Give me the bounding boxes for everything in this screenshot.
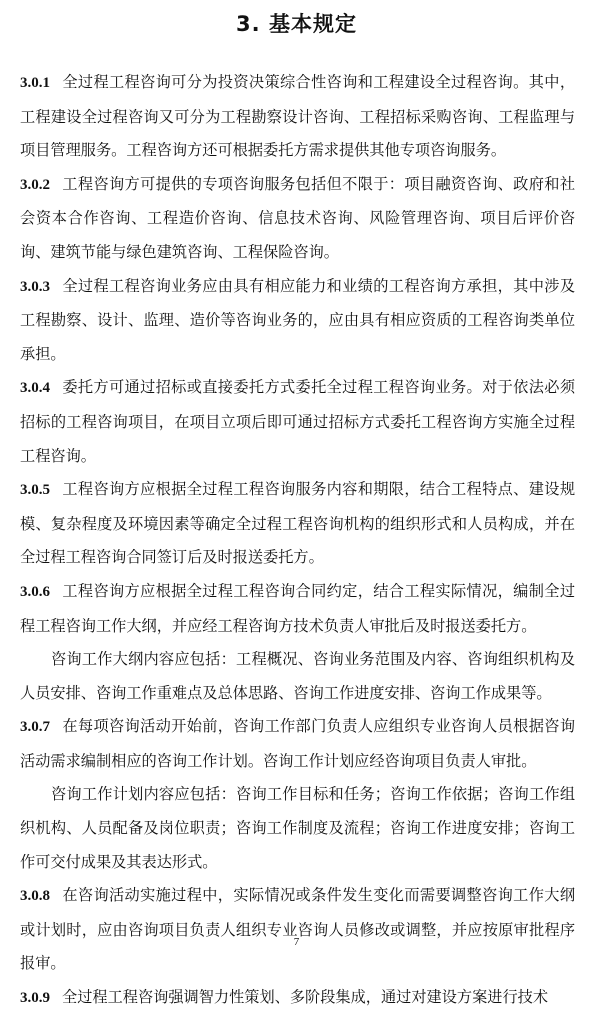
clause-number: 3.0.2 [20,176,50,193]
clause-3-0-4 [20,371,575,473]
clause-3-0-3 [20,270,575,372]
clause-text: 在咨询活动实施过程中，实际情况或条件发生变化而需要调整咨询工作大纲或计划时，应由咨询项目负责人组织专业咨询人员修改或调整，并应按原审批程序报审。 [20,886,575,973]
clause-text: 全过程工程咨询强调智力性策划、多阶段集成，通过对建设方案进行技术 [62,988,548,1007]
clause-3-0-7 [20,710,575,778]
clause-3-0-5 [20,473,575,575]
clause-text: 全过程工程咨询业务应由具有相应能力和业绩的工程咨询方承担，其中涉及工程勘察、设计、监理、造价等咨询业务的，应由具有相应资质的工程咨询类单位承担。 [20,276,575,363]
clause-text: 全过程工程咨询可分为投资决策综合性咨询和工程建设全过程咨询。其中，工程建设全过程咨询又可分为工程勘察设计咨询、工程招标采购咨询、工程监理与项目管理服务。工程咨询方还可根据委托方需求提供其他专项咨询服务。 [20,73,575,160]
clause-number: 3.0.4 [20,380,50,397]
clause-number: 3.0.7 [20,719,50,736]
clause-3-0-7-detail: 咨询工作计划内容应包括：咨询工作目标和任务；咨询工作依据；咨询工作组织机构、人员配备及岗位职责；咨询工作制度及流程；咨询工作进度安排；咨询工作可交付成果及其表达形式。 [20,785,575,871]
clause-3-0-2 [20,168,575,270]
clause-3-0-9 [20,981,575,1016]
clause-number: 3.0.9 [20,990,50,1007]
clause-3-0-1 [20,66,575,168]
clause-text: 工程咨询方应根据全过程工程咨询服务内容和期限，结合工程特点、建设规模、复杂程度及环境因素等确定全过程工程咨询机构的组织形式和人员构成，并在全过程工程咨询合同签订后及时报送委托方。 [20,480,575,567]
clause-3-0-6 [20,575,575,643]
clause-number: 3.0.6 [20,583,50,600]
clause-text: 工程咨询方可提供的专项咨询服务包括但不限于：项目融资咨询、政府和社会资本合作咨询、工程造价咨询、信息技术咨询、风险管理咨询、项目后评价咨询、建筑节能与绿色建筑咨询、工程保险咨询。 [20,174,575,261]
page-number: 7 [293,936,300,948]
clause-text: 在每项咨询活动开始前，咨询工作部门负责人应组织专业咨询人员根据咨询活动需求编制相应的咨询工作计划。咨询工作计划应经咨询项目负责人审批。 [20,717,575,770]
clause-number: 3.0.1 [20,75,50,91]
clause-text: 工程咨询方应根据全过程工程咨询合同约定，结合工程实际情况，编制全过程工程咨询工作大纲，并应经工程咨询方技术负责人审批后及时报送委托方。 [20,581,575,635]
section-title: 3. 基本规定 [236,12,357,36]
clause-3-0-8 [20,879,575,981]
clause-3-0-6-detail: 咨询工作大纲内容应包括：工程概况、咨询业务范围及内容、咨询组织机构及人员安排、咨询工作重难点及总体思路、咨询工作进度安排、咨询工作成果等。 [20,650,575,702]
clause-number: 3.0.3 [20,278,50,295]
clause-list [20,66,575,1016]
clause-number: 3.0.8 [20,888,50,905]
clause-text: 委托方可通过招标或直接委托方式委托全过程工程咨询业务。对于依法必须招标的工程咨询项目，在项目立项后即可通过招标方式委托工程咨询方实施全过程工程咨询。 [20,378,575,465]
clause-number: 3.0.5 [20,482,50,499]
